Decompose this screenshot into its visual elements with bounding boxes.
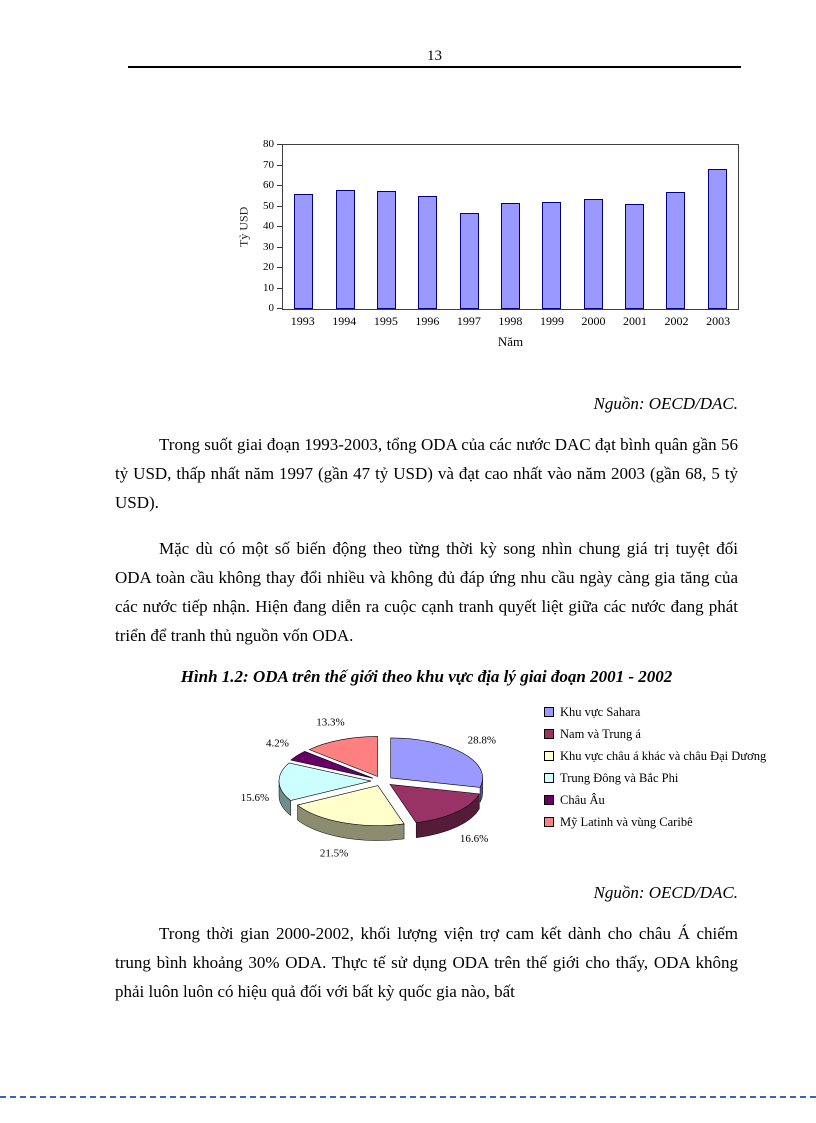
- bar-1998: [501, 203, 520, 309]
- pie-percentage-label-1: 16.6%: [459, 832, 489, 845]
- bar-chart-y-tick-mark: [277, 308, 282, 309]
- bar-2000: [584, 199, 603, 309]
- bar-chart-x-tick-label: 1998: [498, 314, 523, 328]
- pie-chart-block: [222, 697, 816, 873]
- paragraph-3: Trong thời gian 2000-2002, khối lượng viện trợ cam kết dành cho châu Á chiếm trung bình khoảng 30% ODA. Thực tế sử dụng ODA trên thế giới cho thấy, ODA không phải luôn luôn có hiệu quả đối với bất kỳ quốc gia nào, bất: [115, 923, 738, 1002]
- paragraph-2: Mặc dù có một số biến động theo từng thời kỳ song nhìn chung giá trị tuyệt đối ODA toàn cầu không thay đổi nhiều và không đủ đáp ứng nhu cầu ngày càng gia tăng của các nước tiếp nhận. Hiện đang diễn ra cuộc cạnh tranh quyết liệt giữa các nước đang phát triển để tranh thủ nguồn vốn ODA.: [115, 538, 738, 646]
- bar-chart-x-tick-label: 2003: [706, 314, 731, 328]
- legend-label-0: Khu vực Sahara: [560, 704, 641, 719]
- legend-label-2: Khu vực châu á khác và châu Đại Dương: [560, 748, 767, 763]
- bar-chart-y-tick-label: 0: [268, 302, 274, 314]
- bar-chart-x-tick-label: 2001: [623, 314, 648, 328]
- bar-chart-x-axis-title: Năm: [497, 334, 524, 349]
- bar-chart-x-tick-label: 1993: [290, 314, 315, 328]
- legend-swatch-0: [544, 707, 554, 717]
- page-boundary-line: [0, 1096, 816, 1098]
- figure-1-2-title: Hình 1.2: ODA trên thế giới theo khu vực địa lý giai đoạn 2001 - 2002: [180, 666, 673, 686]
- pie-percentage-label-0: 28.8%: [467, 733, 497, 746]
- bar-chart-x-tick-label: 1994: [332, 314, 357, 328]
- legend-swatch-3: [544, 773, 554, 783]
- bar-chart-y-tick-label: 80: [263, 138, 274, 150]
- bar-chart-x-tick-label: 2002: [664, 314, 689, 328]
- legend-swatch-2: [544, 751, 554, 761]
- bar-1997: [460, 213, 479, 309]
- bar-chart-y-axis: [252, 138, 282, 314]
- bar-1995: [377, 191, 396, 309]
- source-note-pie-chart: Nguồn: OECD/DAC.: [593, 882, 738, 902]
- legend-label-4: Châu Âu: [560, 792, 605, 807]
- bar-chart-y-axis-title: Tỷ USD: [236, 206, 251, 248]
- legend-item-0: [544, 705, 816, 720]
- bar-chart-y-tick-label: 70: [263, 158, 274, 171]
- legend-label-1: Nam và Trung á: [560, 726, 641, 741]
- bar-chart-y-tick-mark: [277, 185, 282, 186]
- legend-swatch-5: [544, 817, 554, 827]
- page-header: [0, 0, 816, 68]
- bar-chart-y-tick-label: 30: [263, 240, 274, 253]
- bar-chart-x-axis: [282, 314, 739, 329]
- pie-percentage-label-4: 4.2%: [265, 737, 289, 750]
- bar-chart-y-tick-label: 60: [263, 179, 274, 191]
- bar-chart-y-tick-label: 10: [263, 281, 274, 294]
- bar-chart-y-tick-mark: [277, 267, 282, 268]
- page-number: 13: [128, 48, 741, 68]
- bar-chart-y-tick-label: 20: [263, 261, 274, 273]
- bar-chart-y-tick-label: 40: [263, 220, 274, 232]
- bar-chart-x-tick-label: 1997: [456, 314, 481, 328]
- source-note-bar-chart: Nguồn: OECD/DAC.: [593, 394, 738, 413]
- pie-percentage-label-3: 15.6%: [240, 791, 270, 804]
- legend-item-4: [544, 793, 816, 808]
- pie-chart-oda-by-region: [222, 697, 544, 873]
- bar-1999: [542, 202, 561, 309]
- bar-chart-x-tick-label: 1996: [415, 314, 440, 328]
- bar-chart-y-tick-mark: [277, 165, 282, 166]
- bar-chart-x-tick-label: 1995: [373, 314, 398, 328]
- bar-chart-y-tick-mark: [277, 288, 282, 289]
- bar-chart-x-tick-label: 2000: [581, 314, 606, 328]
- bar-chart-y-tick-mark: [277, 226, 282, 227]
- bar-1996: [418, 196, 437, 309]
- bar-2001: [625, 204, 644, 309]
- pie-chart-legend: [544, 705, 816, 837]
- legend-label-5: Mỹ Latinh và vùng Caribê: [560, 814, 693, 829]
- bar-chart-oda-1993-2003: [236, 138, 816, 350]
- bar-chart-y-tick-label: 50: [263, 199, 274, 212]
- bar-chart-plot-area: [282, 144, 739, 310]
- legend-swatch-4: [544, 795, 554, 805]
- pie-percentage-label-5: 13.3%: [316, 715, 345, 728]
- legend-item-2: [544, 749, 816, 764]
- bar-2003: [708, 169, 727, 309]
- legend-item-5: [544, 815, 816, 830]
- bar-2002: [666, 192, 685, 309]
- legend-swatch-1: [544, 729, 554, 739]
- legend-label-3: Trung Đông và Bắc Phi: [560, 770, 679, 785]
- bar-chart-x-tick-label: 1999: [539, 314, 564, 328]
- bar-1993: [294, 194, 313, 309]
- bar-1994: [336, 190, 355, 309]
- legend-item-1: [544, 727, 816, 742]
- paragraph-1: Trong suốt giai đoạn 1993-2003, tổng ODA của các nước DAC đạt bình quân gần 56 tỷ USD, thấp nhất năm 1997 (gần 47 tỷ USD) và đạt cao nhất vào năm 2003 (gần 68, 5 tỷ USD).: [115, 435, 738, 513]
- bar-chart-y-tick-mark: [277, 206, 282, 207]
- bar-chart-y-tick-mark: [277, 144, 282, 145]
- pie-percentage-label-2: 21.5%: [319, 847, 349, 860]
- legend-item-3: [544, 771, 816, 786]
- bar-chart-y-tick-mark: [277, 247, 282, 248]
